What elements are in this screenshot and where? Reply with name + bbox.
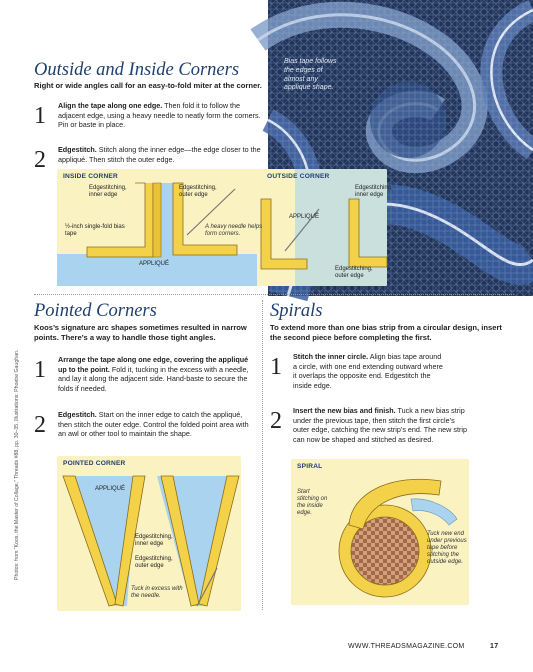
outside-corner-title: OUTSIDE CORNER (267, 173, 330, 180)
label-edgestitch-inner-outside: Edgestitching, inner edge (355, 185, 393, 198)
step-bold: Stitch the inner circle. (293, 352, 369, 361)
label-bias-tape: ½-inch single-fold bias tape (65, 224, 125, 237)
step-body: Then fold it to follow the adjacent edge, using a heavy needle to neatly form the corners. Pin or baste in place. (58, 101, 261, 130)
step-bold: Insert the new bias and finish. (293, 406, 396, 415)
step-text (58, 101, 268, 130)
spiral-title: SPIRAL (297, 463, 323, 470)
label-inner-edge: Edgestitching, inner edge (135, 534, 173, 547)
label-applique: APPLIQUÉ (95, 486, 126, 492)
photo-credit: Photos: from “Koos, the Master of Collage,” Threads #88, pp. 30–35. Illustrations: Phoebe Gaughan. (14, 349, 20, 580)
section-heading-pointed: Pointed Corners (34, 301, 157, 321)
label-applique-bottom: APPLIQUÉ (139, 261, 170, 267)
photo-caption: Bias tape follows the edges of almost any appliqué shape. (284, 58, 337, 92)
label-edgestitch-outer-outside: Edgestitching, outer edge (335, 266, 373, 279)
step-number: 1 (270, 354, 282, 380)
section-lead-pointed: Koos’s signature arc shapes sometimes resulted in narrow points. There’s a way to handle those tight angles. (34, 323, 247, 342)
inside-corner-title: INSIDE CORNER (63, 173, 118, 180)
step-bold: Align the tape along one edge. (58, 101, 163, 110)
step-body: Tuck a new bias strip under the previous tape, then stitch the first circle’s outer edge, catching the new strip’s end. The new strip can now be shaped and stitched as desired. (293, 406, 467, 444)
step-body: Fold it, tucking in the excess with a needle, and lay it along the adjacent side. Hand-baste to secure the folds if needed. (58, 364, 249, 393)
section-heading-spirals: Spirals (270, 301, 323, 321)
step-bold: Edgestitch. (58, 410, 97, 419)
step-text (293, 406, 469, 444)
step-body: Start on the inner edge to catch the appliqué, then stitch the outer edge. Control the folded point area with an awl or other tool to maintain the shape. (58, 410, 249, 439)
step-number: 2 (34, 412, 46, 438)
horizontal-divider (34, 294, 514, 295)
step-text (58, 145, 268, 164)
step-number: 2 (34, 147, 46, 173)
label-start-stitching: Start stitching on the inside edge. (297, 489, 328, 516)
step-text (58, 355, 254, 393)
footer-url[interactable]: WWW.THREADSMAGAZINE.COM (348, 643, 465, 650)
pointed-illustration (57, 456, 241, 611)
vertical-divider (262, 300, 263, 610)
pointed-corner-title: POINTED CORNER (63, 460, 126, 467)
label-outer-edge: Edgestitching, outer edge (135, 556, 173, 569)
step-number: 2 (270, 408, 282, 434)
step-bold: Arrange the tape along one edge, covering the appliqué up to the point. (58, 355, 249, 374)
step-bold: Edgestitch. (58, 145, 97, 154)
label-edgestitch-inner: Edgestitching, inner edge (89, 185, 127, 198)
label-tuck-new-end: Tuck new end under previous tape before stitching the outside edge. (427, 531, 467, 565)
section-lead-spirals: To extend more than one bias strip from a circular design, insert the second piece before completing the first. (270, 323, 502, 342)
section-lead-corners: Right or wide angles call for an easy-to-fold miter at the corner. (34, 81, 262, 90)
label-tuck: Tuck in excess with the needle. (131, 586, 183, 599)
step-text (293, 352, 443, 390)
corners-illustration (57, 169, 393, 286)
step-number: 1 (34, 103, 46, 129)
label-applique-right: APPLIQUÉ (289, 214, 320, 220)
label-edgestitch-outer: Edgestitching, outer edge (179, 185, 217, 198)
step-text (58, 410, 254, 439)
step-number: 1 (34, 357, 46, 383)
step-body: Stitch along the inner edge—the edge closer to the appliqué. Then stitch the outer edge. (58, 145, 261, 164)
section-heading-corners: Outside and Inside Corners (34, 60, 240, 80)
spiral-illustration (291, 459, 469, 605)
label-heavy-needle: A heavy needle helps form corners. (205, 224, 263, 237)
step-body: Align bias tape around a circle, with one end extending outward where it overlaps the opposite end. Edgestitch the inside edge. (293, 352, 443, 390)
page-number: 17 (490, 643, 499, 650)
